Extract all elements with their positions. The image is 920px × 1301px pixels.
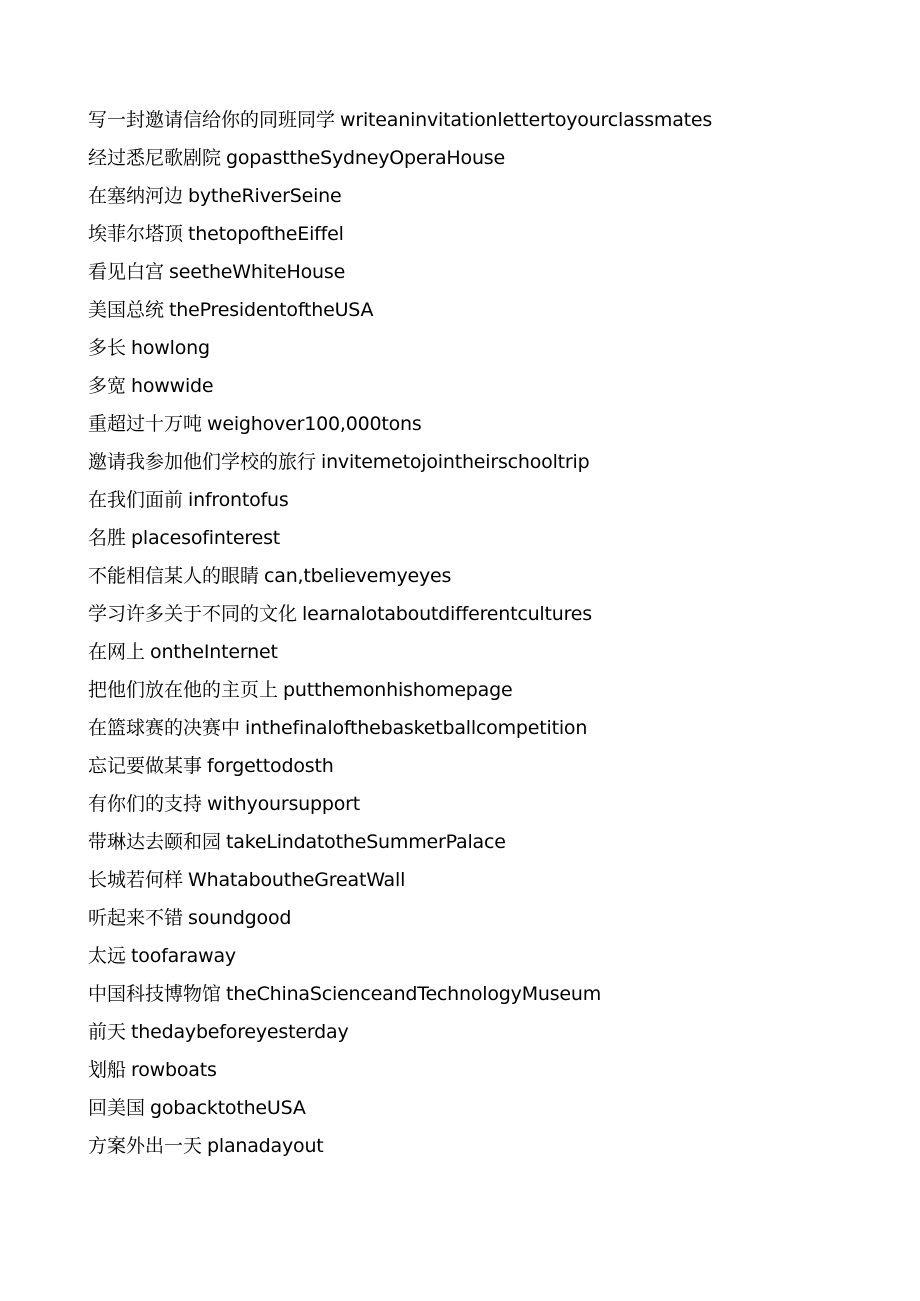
- phrase-chinese: 中国科技博物馆: [88, 983, 222, 1005]
- phrase-english: thePresidentoftheUSA: [169, 299, 374, 321]
- phrase-chinese: 在篮球赛的决赛中: [88, 717, 241, 739]
- phrase-english: placesofinterest: [131, 527, 281, 549]
- phrase-chinese: 名胜: [88, 527, 127, 549]
- phrase-item: [88, 941, 712, 979]
- phrase-chinese: 听起来不错: [88, 907, 184, 929]
- phrase-chinese: 邀请我参加他们学校的旅行: [88, 451, 317, 473]
- phrase-english: rowboats: [131, 1059, 217, 1081]
- phrase-chinese: 在我们面前: [88, 489, 184, 511]
- phrase-item: [88, 447, 712, 485]
- phrase-item: [88, 105, 712, 143]
- phrase-item: [88, 865, 712, 903]
- phrase-item: [88, 371, 712, 409]
- phrase-item: [88, 561, 712, 599]
- phrase-english: howwide: [131, 375, 214, 397]
- phrase-item: [88, 903, 712, 941]
- phrase-item: [88, 295, 712, 333]
- phrase-item: [88, 333, 712, 371]
- phrase-item: [88, 485, 712, 523]
- phrase-english: thedaybeforeyesterday: [131, 1021, 349, 1043]
- phrase-english: planadayout: [207, 1135, 324, 1157]
- phrase-item: [88, 599, 712, 637]
- phrase-chinese: 学习许多关于不同的文化: [88, 603, 298, 625]
- phrase-item: [88, 409, 712, 447]
- phrase-item: [88, 979, 712, 1017]
- phrase-english: inthefinalofthebasketballcompetition: [245, 717, 588, 739]
- phrase-item: [88, 713, 712, 751]
- phrase-chinese: 写一封邀请信给你的同班同学: [88, 109, 336, 131]
- phrase-item: [88, 827, 712, 865]
- phrase-chinese: 太远: [88, 945, 127, 967]
- phrase-chinese: 多长: [88, 337, 127, 359]
- phrase-english: takeLindatotheSummerPalace: [226, 831, 506, 853]
- phrase-english: toofaraway: [131, 945, 236, 967]
- phrase-english: forgettodosth: [207, 755, 334, 777]
- phrase-english: theChinaScienceandTechnologyMuseum: [226, 983, 602, 1005]
- phrase-item: [88, 257, 712, 295]
- phrase-chinese: 把他们放在他的主页上: [88, 679, 279, 701]
- phrase-english: soundgood: [188, 907, 292, 929]
- phrase-english: bytheRiverSeine: [188, 185, 342, 207]
- phrase-item: [88, 1131, 712, 1169]
- phrase-item: [88, 789, 712, 827]
- phrase-english: learnalotaboutdifferentcultures: [302, 603, 592, 625]
- phrase-english: seetheWhiteHouse: [169, 261, 346, 283]
- phrase-chinese: 方案外出一天: [88, 1135, 203, 1157]
- phrase-item: [88, 1017, 712, 1055]
- phrase-english: ontheInternet: [150, 641, 278, 663]
- phrase-english: withyoursupport: [207, 793, 360, 815]
- phrase-english: putthemonhishomepage: [283, 679, 513, 701]
- phrase-chinese: 美国总统: [88, 299, 165, 321]
- phrase-item: [88, 1093, 712, 1131]
- phrase-chinese: 多宽: [88, 375, 127, 397]
- phrase-english: infrontofus: [188, 489, 289, 511]
- phrase-item: [88, 1055, 712, 1093]
- phrase-chinese: 带琳达去颐和园: [88, 831, 222, 853]
- phrase-item: [88, 637, 712, 675]
- phrase-english: invitemetojointheirschooltrip: [321, 451, 590, 473]
- phrase-chinese: 不能相信某人的眼睛: [88, 565, 260, 587]
- phrase-chinese: 忘记要做某事: [88, 755, 203, 777]
- phrase-chinese: 在塞纳河边: [88, 185, 184, 207]
- phrase-chinese: 看见白宫: [88, 261, 165, 283]
- phrase-english: gopasttheSydneyOperaHouse: [226, 147, 505, 169]
- phrase-chinese: 埃菲尔塔顶: [88, 223, 184, 245]
- phrase-english: weighover100,000tons: [207, 413, 422, 435]
- phrase-chinese: 有你们的支持: [88, 793, 203, 815]
- phrase-item: [88, 181, 712, 219]
- phrase-item: [88, 219, 712, 257]
- phrase-chinese: 回美国: [88, 1097, 146, 1119]
- phrase-item: [88, 523, 712, 561]
- phrase-english: WhataboutheGreatWall: [188, 869, 406, 891]
- phrase-chinese: 在网上: [88, 641, 146, 663]
- phrase-chinese: 长城若何样: [88, 869, 184, 891]
- phrase-english: thetopoftheEiffel: [188, 223, 344, 245]
- phrase-chinese: 重超过十万吨: [88, 413, 203, 435]
- phrase-item: [88, 751, 712, 789]
- phrase-chinese: 划船: [88, 1059, 127, 1081]
- phrase-english: gobacktotheUSA: [150, 1097, 306, 1119]
- phrase-english: can,tbelievemyeyes: [264, 565, 452, 587]
- phrase-chinese: 经过悉尼歌剧院: [88, 147, 222, 169]
- phrase-list: [88, 105, 712, 1169]
- phrase-english: writeaninvitationlettertoyourclassmates: [340, 109, 713, 131]
- phrase-chinese: 前天: [88, 1021, 127, 1043]
- phrase-item: [88, 675, 712, 713]
- phrase-item: [88, 143, 712, 181]
- phrase-english: howlong: [131, 337, 210, 359]
